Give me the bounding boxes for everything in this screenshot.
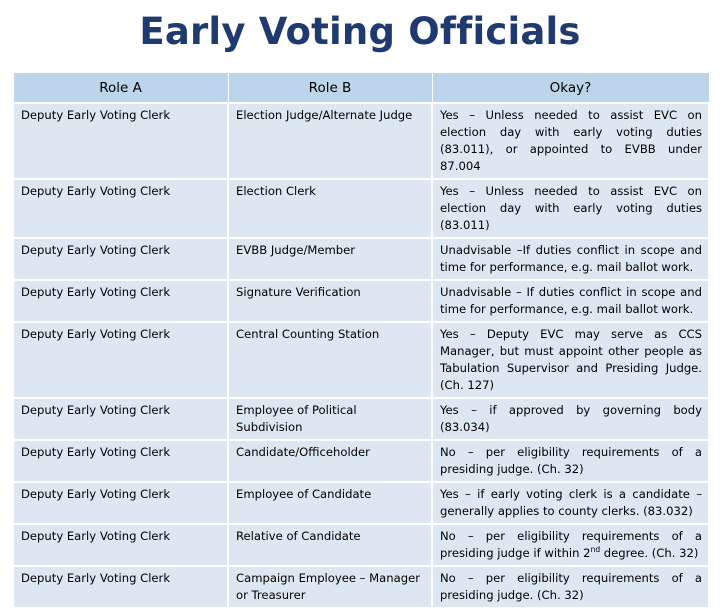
table-row — [13, 280, 709, 322]
table-row — [13, 398, 709, 440]
role-b-cell: Election Clerk — [228, 179, 432, 238]
okay-cell: Yes – Deputy EVC may serve as CCS Manager, but must appoint other people as Tabulation Supervisor and Presiding Judge. (Ch. 127) — [432, 322, 709, 398]
okay-cell: Yes – Unless needed to assist EVC on election day with early voting duties (83.011) — [432, 179, 709, 238]
table-row — [13, 103, 709, 179]
officials-table — [12, 72, 710, 609]
table-header-row — [13, 73, 709, 104]
okay-cell: No – per eligibility requirements of a presiding judge. (Ch. 32) — [432, 566, 709, 608]
role-a-cell: Deputy Early Voting Clerk — [13, 280, 228, 322]
okay-text-sup: nd — [590, 545, 601, 555]
page-title: Early Voting Officials — [139, 10, 581, 53]
okay-cell: Unadvisable –If duties conflict in scope and time for performance, e.g. mail ballot work. — [432, 238, 709, 280]
role-b-cell: Relative of Candidate — [228, 524, 432, 566]
role-a-cell: Deputy Early Voting Clerk — [13, 398, 228, 440]
table-row — [13, 482, 709, 524]
role-b-cell: Candidate/Officeholder — [228, 440, 432, 482]
role-b-cell: Employee of Candidate — [228, 482, 432, 524]
table-row — [13, 440, 709, 482]
okay-cell: Yes – if approved by governing body (83.034) — [432, 398, 709, 440]
table-row — [13, 566, 709, 608]
role-b-cell: Employee of Political Subdivision — [228, 398, 432, 440]
role-b-cell: Signature Verification — [228, 280, 432, 322]
role-a-cell: Deputy Early Voting Clerk — [13, 566, 228, 608]
role-a-cell: Deputy Early Voting Clerk — [13, 238, 228, 280]
role-a-cell: Deputy Early Voting Clerk — [13, 524, 228, 566]
header-role-b: Role B — [228, 73, 432, 104]
role-a-cell: Deputy Early Voting Clerk — [13, 103, 228, 179]
header-role-a: Role A — [13, 73, 228, 104]
table-row — [13, 238, 709, 280]
role-b-cell: Campaign Employee – Manager or Treasurer — [228, 566, 432, 608]
role-b-cell: EVBB Judge/Member — [228, 238, 432, 280]
okay-cell: Yes – Unless needed to assist EVC on election day with early voting duties (83.011), or appointed to EVBB under 87.004 — [432, 103, 709, 179]
okay-cell: No – per eligibility requirements of a presiding judge. (Ch. 32) — [432, 440, 709, 482]
table-row — [13, 179, 709, 238]
table-row — [13, 524, 709, 566]
role-a-cell: Deputy Early Voting Clerk — [13, 482, 228, 524]
role-b-cell: Election Judge/Alternate Judge — [228, 103, 432, 179]
role-a-cell: Deputy Early Voting Clerk — [13, 179, 228, 238]
role-b-cell: Central Counting Station — [228, 322, 432, 398]
okay-cell: Unadvisable – If duties conflict in scope and time for performance, e.g. mail ballot work. — [432, 280, 709, 322]
header-okay: Okay? — [432, 73, 709, 104]
role-a-cell: Deputy Early Voting Clerk — [13, 322, 228, 398]
okay-text-post: degree. (Ch. 32) — [600, 546, 699, 560]
okay-cell — [432, 524, 709, 566]
role-a-cell: Deputy Early Voting Clerk — [13, 440, 228, 482]
okay-text-pre: No – per eligibility requirements of a presiding judge if within 2 — [440, 529, 702, 560]
table-row — [13, 322, 709, 398]
okay-cell: Yes – if early voting clerk is a candidate – generally applies to county clerks. (83.032) — [432, 482, 709, 524]
